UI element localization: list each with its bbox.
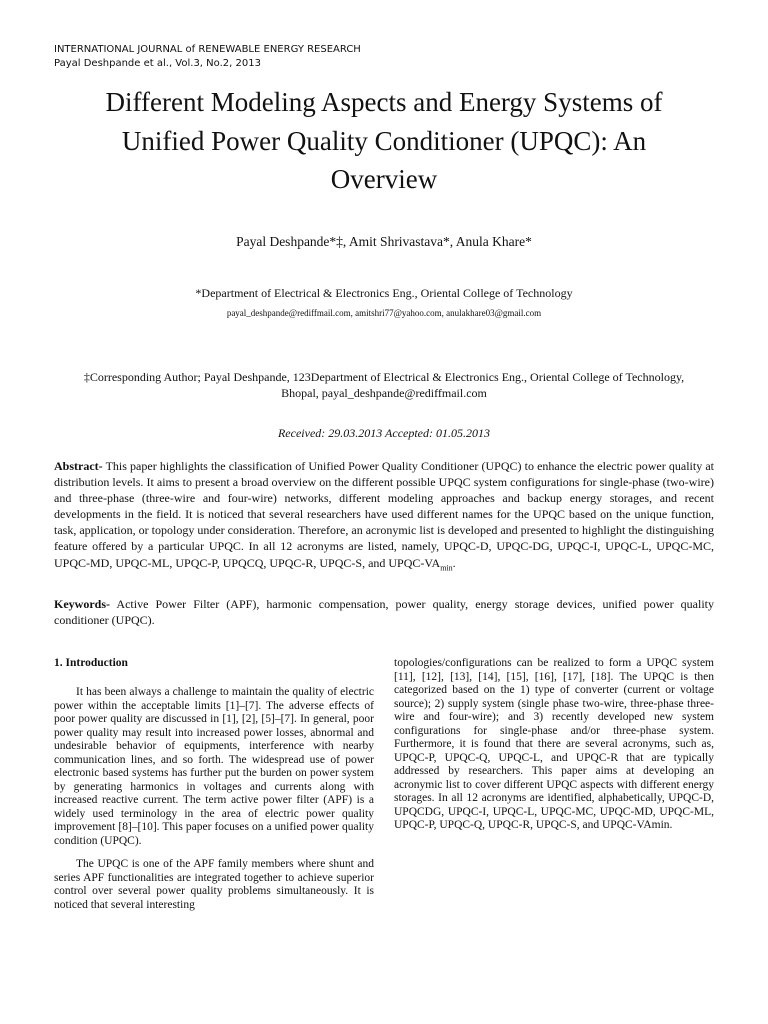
corresponding-mark: ‡ xyxy=(83,370,90,384)
section-heading-introduction: 1. Introduction xyxy=(54,657,128,669)
journal-citation: Payal Deshpande et al., Vol.3, No.2, 2013 xyxy=(54,57,261,69)
abstract-end: . xyxy=(452,555,456,570)
abstract-text: This paper highlights the classification of Unified Power Quality Conditioner (UPQC) to enhance the electric power quality at distribution levels. It aims to present a broad overview on the different possible UPQC system configurations for single-phase (two-wire) and three-phase (three-wire and four-wire) networks, different modeling approaches and backup energy storages, and recent developments in the field. It is noticed that several researchers have used different names for the UPQC based on the unique function, task, application, or topology under consideration. Therefore, an acronymic list is developed and presented to highlight the distinguishing feature offered by a particular UPQC. In all 12 acronyms are listed, namely, UPQC-D, UPQC-DG, UPQC-I, UPQC-L, UPQC-MC, UPQC-MD, UPQC-ML, UPQC-P, UPQCQ, UPQC-R, UPQC-S, and UPQC-VA xyxy=(54,459,714,570)
title-line-1: Different Modeling Aspects and Energy Systems of xyxy=(105,87,663,117)
journal-name: INTERNATIONAL JOURNAL of RENEWABLE ENERGY RESEARCH xyxy=(54,44,361,55)
title-line-3: Overview xyxy=(330,164,438,194)
title-line-2: Unified Power Quality Conditioner (UPQC): An xyxy=(121,125,647,156)
keywords-label: Keywords- xyxy=(54,597,110,611)
keywords-text: Active Power Filter (APF), harmonic compensation, power quality, energy storage devices, unified power quality conditioner (UPQC). xyxy=(54,597,714,628)
intro-paragraph-1: It has been always a challenge to maintain the quality of electric power within the acceptable limits [1]–[7]. The adverse effects of poor power quality are discussed in [1], [2], [5]–[7]. In general, poor power quality may result into increased power losses, abnormal and undesirable behavior of equipments, interference with nearby communication lines, and so forth. The widespread use of power electronic based systems has further put the burden on power system by generating harmonics in voltages and currents along with increased reactive current. The term active power filter (APF) is a widely used terminology in the area of electric power quality improvement [8]–[10]. This paper focuses on a unified power quality condition (UPQC). xyxy=(54,686,374,847)
abstract-subscript: min xyxy=(440,562,453,572)
corresponding-author xyxy=(54,369,714,401)
author-list: Payal Deshpande*‡, Amit Shrivastava*, Anula Khare* xyxy=(236,234,532,249)
left-column xyxy=(54,686,374,922)
keywords xyxy=(54,596,714,628)
corresponding-line-1: Corresponding Author; Payal Deshpande, 123Department of Electrical & Electronics Eng., Oriental College of Technology, xyxy=(89,370,685,384)
author-emails: payal_deshpande@rediffmail.com, amitshri77@yahoo.com, anulakhare03@gmail.com xyxy=(226,308,542,318)
abstract-label: Abstract- xyxy=(54,459,103,473)
intro-paragraph-3: topologies/configurations can be realized to form a UPQC system [11], [12], [13], [14], [15], [16], [17], [18]. The UPQC is then categorized based on the 1) type of converter (current or voltage source); 2) supply system (single phase two-wire, three-phase three-wire and four-wire); and 3) recently developed new system configurations for single-phase and/or three-phase system. Furthermore, it is found that there are several acronyms, such as, UPQC-P, UPQC-Q, UPQC-L, and UPQC-R that are typically addressed by researchers. This paper aims at developing an acronymic list to cover different UPQC aspects with different energy storages. In all 12 acronyms are identified, alphabetically, UPQC-D, UPQCDG, UPQC-I, UPQC-L, UPQC-MC, UPQC-MD, UPQC-ML, UPQC-P, UPQC-Q, UPQC-R, UPQC-S, and UPQC-VAmin. xyxy=(394,657,714,831)
journal-header xyxy=(54,43,714,70)
affiliation: *Department of Electrical & Electronics Eng., Oriental College of Technology xyxy=(195,286,573,300)
abstract xyxy=(54,458,714,576)
received-dates: Received: 29.03.2013 Accepted: 01.05.2013 xyxy=(277,426,491,440)
right-column xyxy=(394,657,714,843)
intro-paragraph-2: The UPQC is one of the APF family members where shunt and series APF functionalities are integrated together to achieve superior control over several power quality problems simultaneously. It is noticed that several interesting xyxy=(54,858,374,911)
corresponding-line-2: Bhopal, payal_deshpande@rediffmail.com xyxy=(281,386,487,400)
paper-title xyxy=(40,83,728,199)
